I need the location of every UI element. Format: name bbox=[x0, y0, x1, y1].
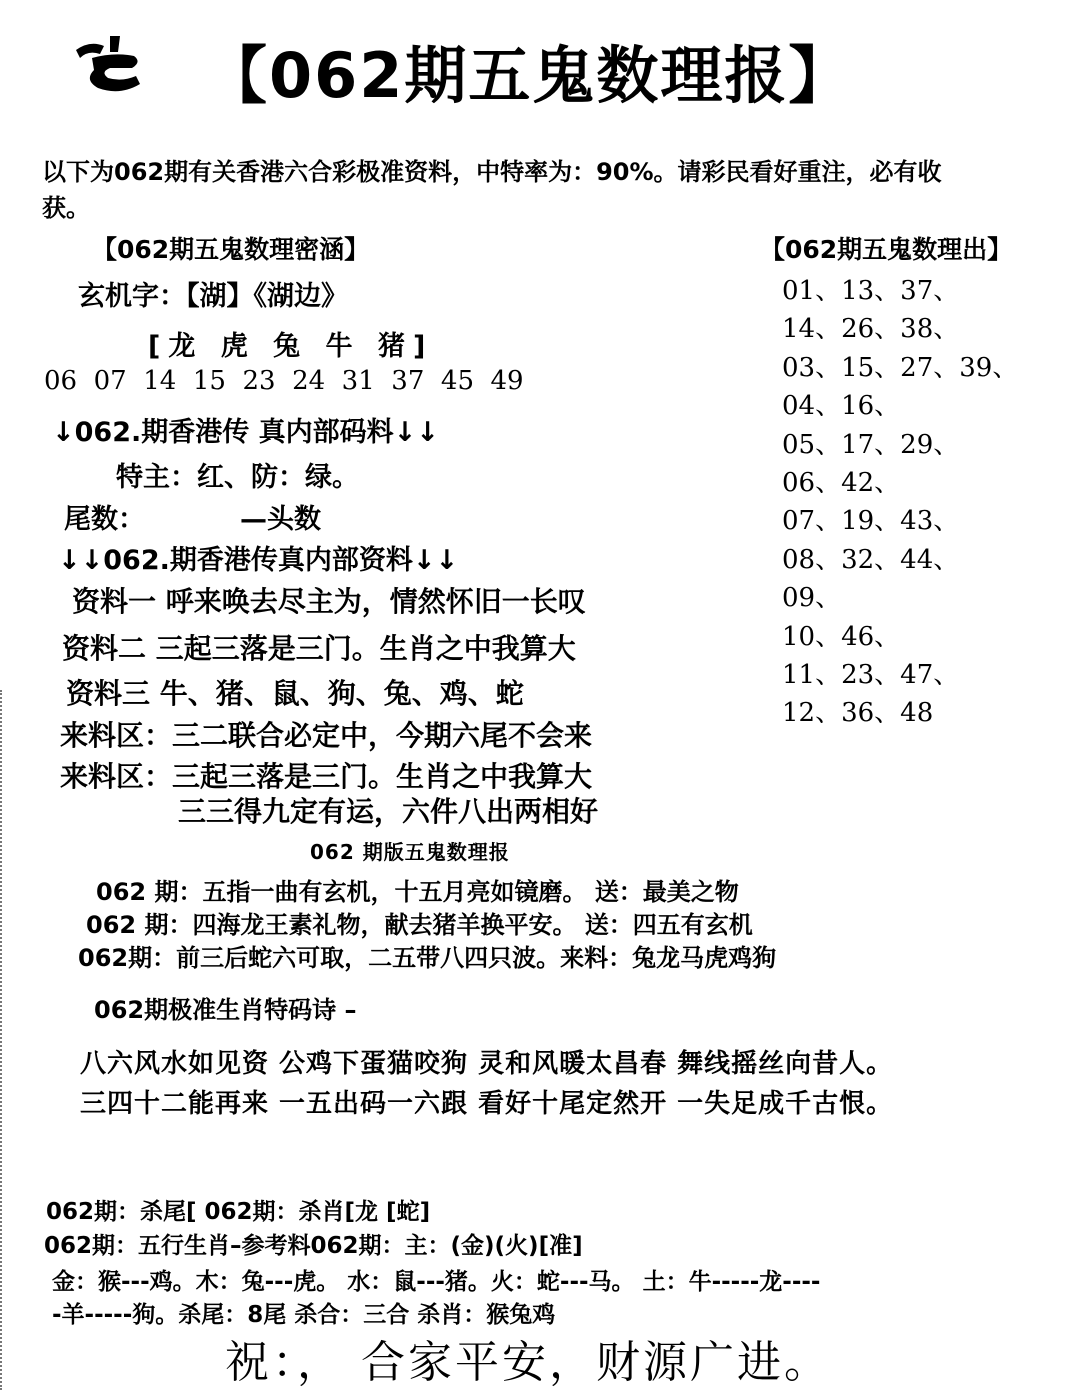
number-list bbox=[782, 270, 1018, 731]
page-title: 【062期五鬼数理报】 bbox=[205, 39, 853, 112]
left-section-heading: 【062期五鬼数理密涵】 bbox=[92, 235, 370, 264]
middle-subheading: 062 期版五鬼数理报 bbox=[310, 840, 510, 864]
calligraphy-seal-icon bbox=[70, 32, 150, 102]
ziliao-1: 资料一 呼来唤去尽主为，情然怀旧一长叹 bbox=[72, 585, 586, 618]
laoliao-3: 三三得九定有运，六件八出两相好 bbox=[178, 795, 599, 828]
number-row: 07、19、43、 bbox=[782, 506, 960, 537]
number-row: 09、 bbox=[782, 583, 842, 614]
weishu-value: —头数 bbox=[240, 504, 321, 535]
zodiac-line: [龙 虎 兔 牛 猪] bbox=[148, 331, 434, 362]
numbers-line: 06 07 14 15 23 24 31 37 45 49 bbox=[44, 366, 524, 396]
intro-line-2: 获。 bbox=[42, 194, 90, 222]
bottom-line-2: 062期：五行生肖–参考料062期：主：(金)(火)[准] bbox=[44, 1233, 583, 1259]
bottom-line-4: -羊-----狗。杀尾：8尾 杀合：三合 杀肖：猴兔鸡 bbox=[52, 1302, 556, 1328]
number-row: 12、36、48 bbox=[782, 698, 934, 729]
number-row: 10、46、 bbox=[782, 621, 901, 652]
blessing-line: 祝：， 合家平安，财源广进。 bbox=[225, 1337, 831, 1388]
laoliao-1: 来料区：三二联合必定中，今期六尾不会来 bbox=[60, 719, 593, 752]
intro-line-1: 以下为062期有关香港六合彩极准资料，中特率为：90%。请彩民看好重注，必有收 bbox=[42, 158, 942, 186]
number-row: 11、23、47、 bbox=[782, 659, 960, 690]
tezhu-line: 特主：红、防：绿。 bbox=[116, 462, 359, 493]
poem-line-1: 八六风水如见资 公鸡下蛋猫咬狗 灵和风暖太昌春 舞线摇丝向昔人。 bbox=[80, 1049, 894, 1079]
weishu-label: 尾数： bbox=[64, 504, 145, 535]
middle-line-1: 062 期：五指一曲有玄机，十五月亮如镜磨。 送：最美之物 bbox=[96, 878, 739, 906]
middle-line-3: 062期：前三后蛇六可取，二五带八四只波。来料：兔龙马虎鸡狗 bbox=[78, 944, 777, 972]
number-row: 08、32、44、 bbox=[782, 544, 960, 575]
ziliao-3: 资料三 牛、猪、鼠、狗、兔、鸡、蛇 bbox=[66, 677, 524, 710]
scan-edge-divider bbox=[0, 690, 12, 1390]
laoliao-2: 来料区：三起三落是三门。生肖之中我算大 bbox=[60, 760, 593, 793]
number-row: 03、15、27、39、 bbox=[782, 352, 1019, 383]
bottom-line-3: 金：猴---鸡。木：兔---虎。 水：鼠---猪。火：蛇---马。 土：牛-----龙---- bbox=[52, 1269, 821, 1295]
pass-line-1: ↓062.期香港传 真内部码料↓↓ bbox=[52, 417, 439, 448]
bottom-line-1: 062期：杀尾[ 062期：杀肖[龙 [蛇] bbox=[46, 1199, 431, 1225]
poem-heading: 062期极准生肖特码诗 – bbox=[94, 996, 357, 1024]
number-row: 06、42、 bbox=[782, 467, 901, 498]
pass-line-2: ↓↓062.期香港传真内部资料↓↓ bbox=[58, 545, 459, 576]
number-row: 04、16、 bbox=[782, 391, 901, 422]
middle-line-2: 062 期：四海龙王素礼物，献去猪羊换平安。 送：四五有玄机 bbox=[86, 911, 753, 939]
ziliao-2: 资料二 三起三落是三门。生肖之中我算大 bbox=[62, 632, 576, 665]
number-row: 01、13、37、 bbox=[782, 276, 960, 306]
xuanji-line: 玄机字：【湖】《湖边》 bbox=[78, 281, 348, 312]
poem-line-2: 三四十二能再来 一五出码一六跟 看好十尾定然开 一失足成千古恨。 bbox=[80, 1089, 894, 1119]
number-row: 14、26、38、 bbox=[782, 314, 960, 345]
number-row: 05、17、29、 bbox=[782, 429, 960, 460]
right-section-heading: 【062期五鬼数理出】 bbox=[760, 235, 1013, 264]
